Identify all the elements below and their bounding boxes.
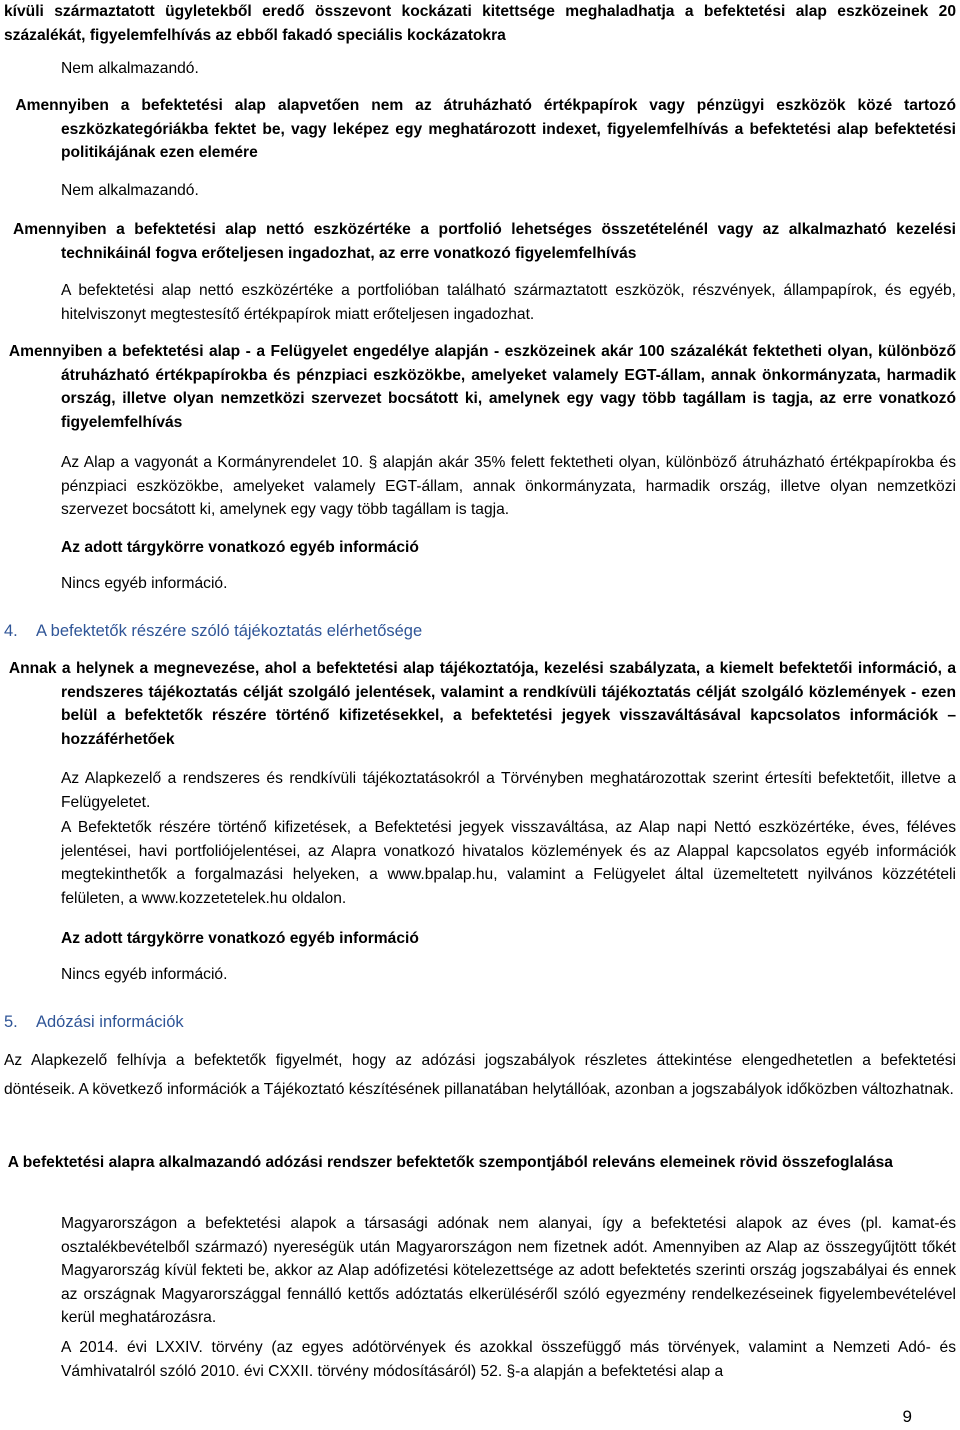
section-3-8-answer: A befektetési alap nettó eszközértéke a portfolióban található származtatott eszközök, részvények, állampapírok, és egyéb, hitelviszonyt megtestesítő értékpapírok miatt erőteljesen ingadozhat. <box>61 282 956 323</box>
section-5-1-heading <box>0 1151 960 1175</box>
section-number: 4. <box>4 622 18 640</box>
section-number <box>4 536 61 560</box>
heading-text: Amennyiben a befektetési alap - a Felügyelet engedélye alapján - eszközeinek akár 100 százalékát fektetheti olyan, különböző átruházható értékpapírokba és pénzpiaci eszközökbe, amelyeket valamely EGT-állam, annak önkormányzata, harmadik ország, illetve olyan nemzetközi szervezet bocsátott ki, amelynek egy vagy több tagállam is tagja, az erre vonatkozó figyelemfelhívás <box>8 343 956 431</box>
section-number <box>4 927 61 951</box>
section-5-1-para1: Magyarországon a befektetési alapok a társasági adónak nem alanyai, így a befektetési alapok az éves (pl. kamat-és osztalékbevételből származó) nyereségük után Magyarországon nem fizetnek adót. Amennyiben az Alap az összegyűjtött tőkét Magyarország kívül fekteti be, akkor az Alap adófizetési kötelezettsége az adott befektetés szerinti ország jogszabályai és ennek az országnak Magyarországgal fennálló kettős adóztatás elkerüléséről szóló egyezmény rendelkezéseinek figyelembevételével kerül meghatározásra. <box>61 1215 956 1326</box>
section-4-2-heading <box>0 927 960 951</box>
heading-text: Az adott tárgykörre vonatkozó egyéb információ <box>61 539 419 556</box>
section-4-1-para2: A Befektetők részére történő kifizetések, a Befektetési jegyek visszaváltása, az Alap napi Nettó eszközértéke, éves, féléves jelentései, havi portfoliójelentései, az Alapra vonatkozó hivatalos közlemények és az Alappal kapcsolatos egyéb információk megtekinthetők a forgalmazási helyeken, a www.bpalap.hu, valamint a Felügyelet által üzemeltetett nyilvános közzétételi felületen, a www.kozzetetelek.hu oldalon. <box>61 819 956 907</box>
section-3-7-heading <box>0 94 960 165</box>
heading-text: A befektetési alapra alkalmazandó adózási rendszer befektetők szempontjából releváns elemeinek rövid összefoglalása <box>7 1154 893 1171</box>
section-4-1-heading <box>0 657 960 751</box>
section-4-2-answer: Nincs egyéb információ. <box>61 966 228 983</box>
heading-text: Amennyiben a befektetési alap nettó eszközértéke a portfolió lehetséges összetételénél vagy az alkalmazható kezelési technikáinál fogva erőteljesen ingadozhat, az erre vonatkozó figyelemfelhívás <box>12 221 956 262</box>
continued-answer: Nem alkalmazandó. <box>61 60 199 77</box>
section-5-heading <box>0 1011 960 1035</box>
section-3-8-heading <box>0 218 960 265</box>
page-number: 9 <box>902 1407 912 1426</box>
heading-text: Az adott tárgykörre vonatkozó egyéb információ <box>61 930 419 947</box>
heading-text: A befektetők részére szóló tájékoztatás elérhetősége <box>36 622 423 640</box>
section-5-intro: Az Alapkezelő felhívja a befektetők figyelmét, hogy az adózási jogszabályok részletes áttekintése elengedhetetlen a befektetési döntéseik. A következő információk a Tájékoztató készítésének pillanatában helytállóak, azonban a jogszabályok időközben változhatnak. <box>4 1052 956 1098</box>
heading-text: Amennyiben a befektetési alap alapvetően nem az átruházható értékpapírok vagy pénzügyi eszközök közé tartozó eszközkategóriákba fektet be, vagy leképez egy meghatározott indexet, figyelemfelhívás a befektetési alap befektetési politikájának ezen elemére <box>15 97 956 162</box>
section-3-10-answer: Nincs egyéb információ. <box>61 575 228 592</box>
section-3-7-answer: Nem alkalmazandó. <box>61 182 199 199</box>
section-4-1-para1: Az Alapkezelő a rendszeres és rendkívüli tájékoztatásokról a Törvényben meghatározottak szerint értesíti befektetőit, illetve a Felügyeletet. <box>61 770 956 811</box>
section-number: 5. <box>4 1013 18 1031</box>
continued-heading: kívüli származtatott ügyletekből eredő összevont kockázati kitettsége meghaladhatja a befektetési alap eszközeinek 20 százalékát, figyelemfelhívás az ebből fakadó speciális kockázatokra <box>4 3 956 44</box>
section-3-10-heading <box>0 536 960 560</box>
section-3-9-heading <box>0 340 960 434</box>
heading-text: Annak a helynek a megnevezése, ahol a befektetési alap tájékoztatója, kezelési szabályzata, a kiemelt befektetői információ, a rendszeres tájékoztatás célját szolgáló jelentések, valamint a rendkívüli tájékoztatás célját szolgáló közlemények - ezen belül a befektetők részére történő kifizetésekkel, a befektetési jegyek visszaváltásával kapcsolatos információk – hozzáférhetőek <box>8 660 957 748</box>
heading-text: Adózási információk <box>36 1013 184 1031</box>
section-5-1-para2: A 2014. évi LXXIV. törvény (az egyes adótörvények és azokkal összefüggő más törvények, valamint a Nemzeti Adó- és Vámhivatalról szóló 2010. évi CXXII. törvény módosításáról) 52. §-a alapján a befektetési alap a <box>61 1339 956 1380</box>
section-3-9-answer: Az Alap a vagyonát a Kormányrendelet 10. § alapján akár 35% felett fektetheti olyan, különböző átruházható értékpapírokba és pénzpiaci eszközökbe, amelyeket valamely EGT-állam, annak önkormányzata, harmadik ország, illetve olyan nemzetközi szervezet bocsátott ki, amelynek egy vagy több tagállam is tagja. <box>61 454 956 519</box>
section-4-heading <box>0 620 960 644</box>
